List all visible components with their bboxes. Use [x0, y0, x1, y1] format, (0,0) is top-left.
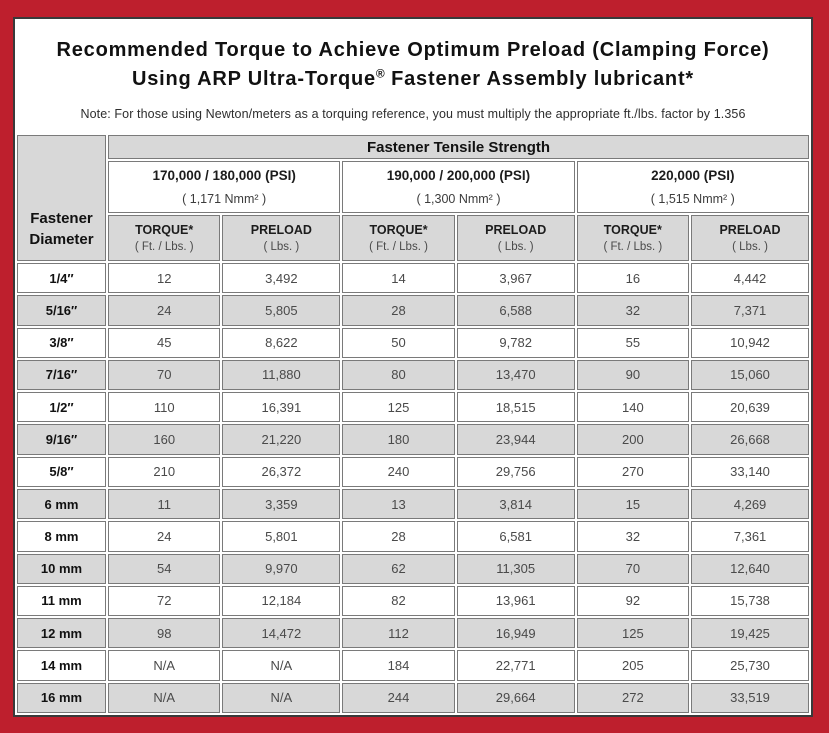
preload-170-cell: N/A [222, 683, 340, 713]
torque-170-cell: 70 [108, 360, 220, 390]
torque-220-cell: 272 [577, 683, 689, 713]
preload-170-cell: 9,970 [222, 554, 340, 584]
torque-190-cell: 82 [342, 586, 454, 616]
fastener-diameter-cell: 9/16″ [17, 424, 106, 454]
torque-190-cell: 180 [342, 424, 454, 454]
torque-220-cell: 16 [577, 263, 689, 293]
preload-170-cell: 11,880 [222, 360, 340, 390]
spec-sheet-panel [13, 17, 813, 717]
torque-190-cell: 80 [342, 360, 454, 390]
fastener-diameter-cell: 5/8″ [17, 457, 106, 487]
torque-190-cell: 240 [342, 457, 454, 487]
fastener-diameter-cell: 1/4″ [17, 263, 106, 293]
preload-170-cell: 26,372 [222, 457, 340, 487]
torque-190-cell: 13 [342, 489, 454, 519]
preload-170-cell: 3,492 [222, 263, 340, 293]
torque-170-cell: N/A [108, 650, 220, 680]
title-block [15, 19, 811, 133]
torque-170-cell: 110 [108, 392, 220, 422]
preload-220-cell: 4,442 [691, 263, 809, 293]
tensile-strength-header-row [17, 135, 809, 159]
torque-170-cell: 160 [108, 424, 220, 454]
conversion-note: Note: For those using Newton/meters as a torquing reference, you must multiply the appropriate ft./lbs. factor by 1.356 [80, 107, 746, 121]
table-row [17, 618, 809, 648]
preload-170-cell: 3,359 [222, 489, 340, 519]
fastener-diameter-header-line2: Diameter [29, 231, 94, 249]
table-row [17, 263, 809, 293]
preload-190-cell: 18,515 [457, 392, 575, 422]
page-title-line1: Recommended Torque to Achieve Optimum Preload (Clamping Force) [56, 39, 770, 61]
torque-220-cell: 200 [577, 424, 689, 454]
preload-190-cell: 3,967 [457, 263, 575, 293]
preload-190-cell: 6,588 [457, 295, 575, 325]
preload-column-header-3 [691, 215, 809, 261]
preload-220-cell: 15,060 [691, 360, 809, 390]
preload-column-header-2 [457, 215, 575, 261]
nmm-label: ( 1,515 Nmm² ) [650, 192, 735, 206]
torque-170-cell: 72 [108, 586, 220, 616]
psi-header-row [17, 161, 809, 213]
preload-220-cell: 7,361 [691, 521, 809, 551]
table-row [17, 392, 809, 422]
preload-190-cell: 29,664 [457, 683, 575, 713]
fastener-diameter-cell: 7/16″ [17, 360, 106, 390]
torque-column-header-2 [342, 215, 454, 261]
torque-170-cell: 11 [108, 489, 220, 519]
preload-220-cell: 33,519 [691, 683, 809, 713]
preload-220-cell: 25,730 [691, 650, 809, 680]
torque-label: TORQUE* [135, 223, 194, 237]
preload-190-cell: 29,756 [457, 457, 575, 487]
preload-170-cell: 21,220 [222, 424, 340, 454]
table-row [17, 683, 809, 713]
nmm-label: ( 1,171 Nmm² ) [182, 192, 267, 206]
table-row [17, 554, 809, 584]
nmm-label: ( 1,300 Nmm² ) [416, 192, 501, 206]
preload-190-cell: 22,771 [457, 650, 575, 680]
table-row [17, 328, 809, 358]
torque-unit: ( Ft. / Lbs. ) [603, 241, 663, 253]
fastener-diameter-cell: 12 mm [17, 618, 106, 648]
table-row [17, 489, 809, 519]
preload-190-cell: 9,782 [457, 328, 575, 358]
fastener-diameter-cell: 14 mm [17, 650, 106, 680]
torque-220-cell: 92 [577, 586, 689, 616]
fastener-diameter-cell: 11 mm [17, 586, 106, 616]
torque-190-cell: 50 [342, 328, 454, 358]
torque-preload-header-row [17, 215, 809, 261]
torque-column-header-1 [108, 215, 220, 261]
torque-170-cell: N/A [108, 683, 220, 713]
torque-220-cell: 270 [577, 457, 689, 487]
table-row [17, 457, 809, 487]
torque-220-cell: 70 [577, 554, 689, 584]
preload-170-cell: 8,622 [222, 328, 340, 358]
preload-170-cell: 5,801 [222, 521, 340, 551]
preload-column-header-1 [222, 215, 340, 261]
preload-label: PRELOAD [485, 223, 547, 237]
fastener-diameter-cell: 6 mm [17, 489, 106, 519]
table-row [17, 586, 809, 616]
torque-170-cell: 24 [108, 295, 220, 325]
preload-unit: ( Lbs. ) [263, 241, 300, 253]
torque-190-cell: 244 [342, 683, 454, 713]
torque-220-cell: 15 [577, 489, 689, 519]
torque-170-cell: 210 [108, 457, 220, 487]
torque-220-cell: 55 [577, 328, 689, 358]
torque-220-cell: 140 [577, 392, 689, 422]
title-line2-pre: Using ARP Ultra-Torque [132, 68, 376, 90]
table-row [17, 295, 809, 325]
preload-220-cell: 7,371 [691, 295, 809, 325]
page-title-line2 [21, 65, 805, 94]
preload-170-cell: 5,805 [222, 295, 340, 325]
preload-220-cell: 12,640 [691, 554, 809, 584]
fastener-diameter-cell: 1/2″ [17, 392, 106, 422]
preload-220-cell: 15,738 [691, 586, 809, 616]
torque-220-cell: 205 [577, 650, 689, 680]
fastener-diameter-header-line1: Fastener [30, 209, 93, 227]
preload-unit: ( Lbs. ) [497, 241, 534, 253]
preload-190-cell: 13,961 [457, 586, 575, 616]
title-line2-post: Fastener Assembly lubricant* [384, 68, 694, 90]
preload-170-cell: 14,472 [222, 618, 340, 648]
torque-170-cell: 24 [108, 521, 220, 551]
preload-170-cell: 16,391 [222, 392, 340, 422]
table-row [17, 424, 809, 454]
preload-190-cell: 23,944 [457, 424, 575, 454]
torque-220-cell: 125 [577, 618, 689, 648]
torque-170-cell: 54 [108, 554, 220, 584]
fastener-diameter-header [17, 135, 106, 261]
preload-190-cell: 3,814 [457, 489, 575, 519]
torque-220-cell: 32 [577, 295, 689, 325]
preload-170-cell: N/A [222, 650, 340, 680]
preload-190-cell: 6,581 [457, 521, 575, 551]
preload-label: PRELOAD [719, 223, 781, 237]
psi-label: 220,000 (PSI) [651, 168, 735, 183]
torque-column-header-3 [577, 215, 689, 261]
torque-unit: ( Ft. / Lbs. ) [134, 241, 194, 253]
torque-190-cell: 125 [342, 392, 454, 422]
table-row [17, 360, 809, 390]
preload-190-cell: 11,305 [457, 554, 575, 584]
fastener-diameter-cell: 10 mm [17, 554, 106, 584]
torque-190-cell: 28 [342, 295, 454, 325]
psi-label: 190,000 / 200,000 (PSI) [386, 168, 531, 183]
preload-label: PRELOAD [250, 223, 312, 237]
table-row [17, 521, 809, 551]
preload-220-cell: 33,140 [691, 457, 809, 487]
fastener-diameter-cell: 16 mm [17, 683, 106, 713]
preload-220-cell: 19,425 [691, 618, 809, 648]
torque-170-cell: 12 [108, 263, 220, 293]
preload-170-cell: 12,184 [222, 586, 340, 616]
torque-190-cell: 184 [342, 650, 454, 680]
preload-220-cell: 26,668 [691, 424, 809, 454]
torque-190-cell: 62 [342, 554, 454, 584]
torque-170-cell: 98 [108, 618, 220, 648]
torque-190-cell: 14 [342, 263, 454, 293]
torque-220-cell: 90 [577, 360, 689, 390]
fastener-diameter-cell: 8 mm [17, 521, 106, 551]
psi-group-220 [577, 161, 809, 213]
psi-label: 170,000 / 180,000 (PSI) [152, 168, 296, 183]
table-row [17, 650, 809, 680]
torque-190-cell: 112 [342, 618, 454, 648]
tensile-strength-header: Fastener Tensile Strength [108, 135, 809, 159]
preload-unit: ( Lbs. ) [732, 241, 768, 253]
psi-group-170-180 [108, 161, 340, 213]
torque-label: TORQUE* [603, 223, 662, 237]
psi-group-190-200 [342, 161, 574, 213]
torque-spec-table [15, 133, 811, 715]
torque-170-cell: 45 [108, 328, 220, 358]
preload-220-cell: 10,942 [691, 328, 809, 358]
preload-190-cell: 13,470 [457, 360, 575, 390]
fastener-diameter-cell: 3/8″ [17, 328, 106, 358]
spec-table-body [17, 263, 809, 713]
fastener-diameter-cell: 5/16″ [17, 295, 106, 325]
torque-220-cell: 32 [577, 521, 689, 551]
torque-label: TORQUE* [369, 223, 428, 237]
registered-trademark-symbol: ® [375, 66, 385, 81]
preload-220-cell: 4,269 [691, 489, 809, 519]
preload-220-cell: 20,639 [691, 392, 809, 422]
preload-190-cell: 16,949 [457, 618, 575, 648]
torque-190-cell: 28 [342, 521, 454, 551]
torque-unit: ( Ft. / Lbs. ) [369, 241, 428, 253]
